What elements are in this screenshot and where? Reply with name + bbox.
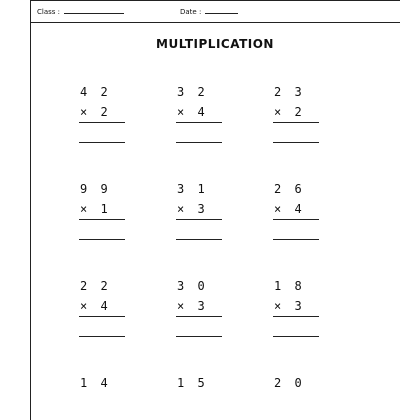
date-field [180, 6, 238, 16]
problem-multiplier: × 2 [80, 105, 111, 119]
problem-multiplier: × 1 [80, 202, 111, 216]
answer-line [79, 142, 125, 143]
answer-line [79, 336, 125, 337]
problem-top-number: 4 2 [80, 85, 111, 99]
answer-line [273, 142, 319, 143]
problem-rule [176, 122, 222, 123]
problem-rule [79, 219, 125, 220]
problem-multiplier: × 2 [274, 105, 305, 119]
problem-multiplier: × 3 [177, 299, 208, 313]
problem-top-number: 1 8 [274, 279, 305, 293]
problem-multiplier: × 3 [274, 299, 305, 313]
problem-top-number: 3 0 [177, 279, 208, 293]
class-field [37, 6, 124, 16]
problem-top-number: 1 5 [177, 376, 208, 390]
problem-top-number: 1 4 [80, 376, 111, 390]
problem-rule [176, 219, 222, 220]
problem-top-number: 3 2 [177, 85, 208, 99]
problem-top-number: 2 0 [274, 376, 305, 390]
class-label: Class : [37, 8, 60, 16]
header-divider [30, 22, 400, 23]
answer-line [176, 336, 222, 337]
problem-rule [79, 316, 125, 317]
answer-line [79, 239, 125, 240]
answer-line [273, 239, 319, 240]
problem-rule [273, 316, 319, 317]
class-blank-line [64, 6, 124, 14]
answer-line [273, 336, 319, 337]
problem-multiplier: × 3 [177, 202, 208, 216]
problem-top-number: 9 9 [80, 182, 111, 196]
problem-multiplier: × 4 [177, 105, 208, 119]
problem-rule [176, 316, 222, 317]
problem-rule [273, 219, 319, 220]
date-label: Date : [180, 8, 202, 16]
page-title: MULTIPLICATION [156, 37, 274, 51]
problem-rule [273, 122, 319, 123]
problem-top-number: 2 3 [274, 85, 305, 99]
problem-top-number: 2 2 [80, 279, 111, 293]
problem-multiplier: × 4 [274, 202, 305, 216]
answer-line [176, 239, 222, 240]
answer-line [176, 142, 222, 143]
problem-rule [79, 122, 125, 123]
problem-top-number: 2 6 [274, 182, 305, 196]
date-blank-line [205, 6, 238, 14]
problem-multiplier: × 4 [80, 299, 111, 313]
problem-top-number: 3 1 [177, 182, 208, 196]
